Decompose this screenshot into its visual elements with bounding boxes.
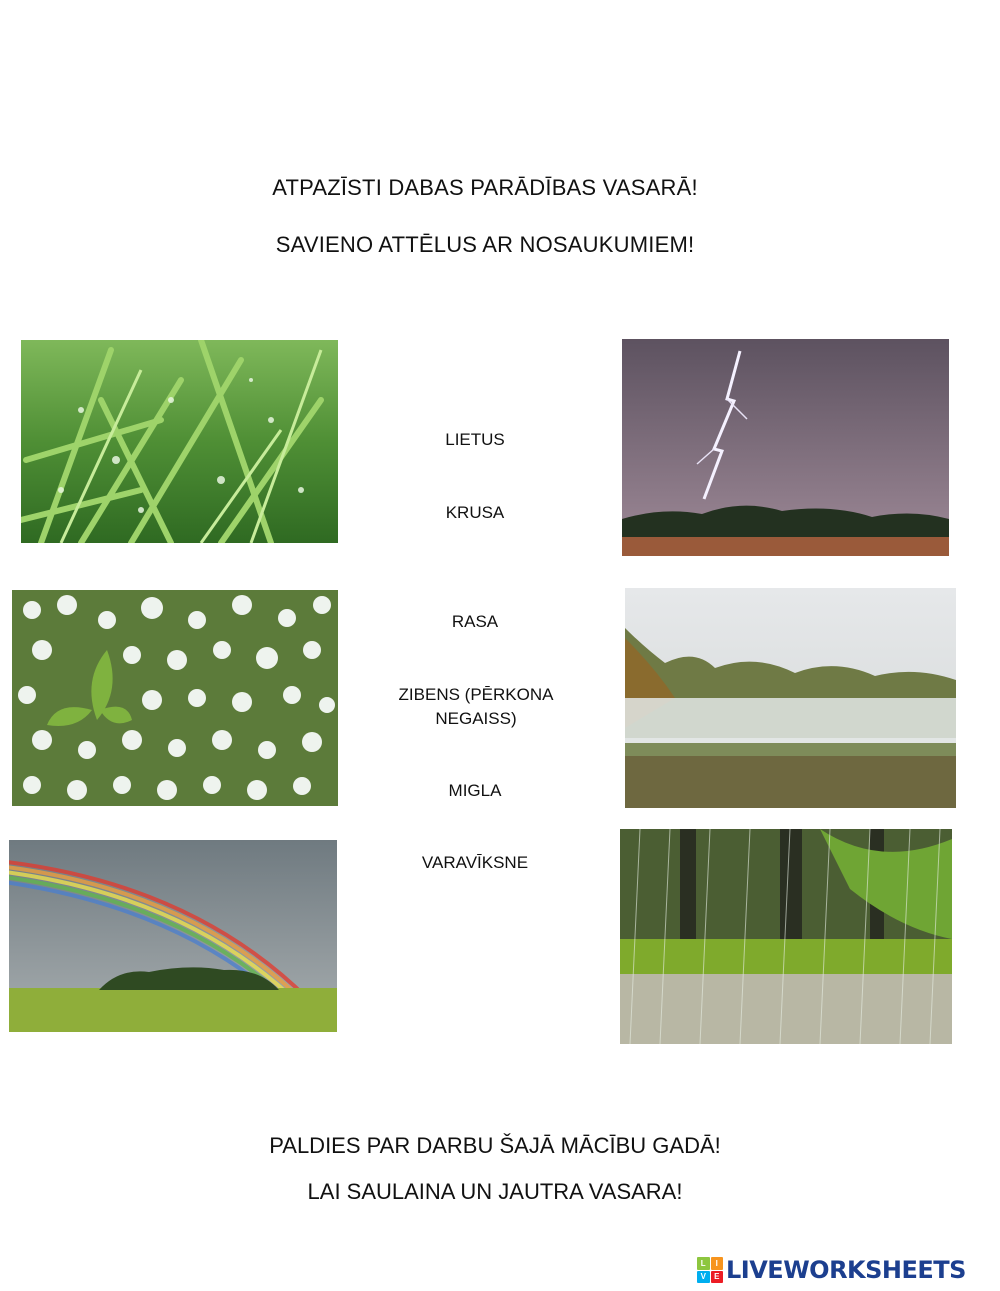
liveworksheets-logo bbox=[697, 1255, 966, 1285]
footer-wish: LAI SAULAINA UN JAUTRA VASARA! bbox=[307, 1179, 683, 1204]
logo-text: LIVEWORKSHEETS bbox=[726, 1256, 966, 1284]
lightning-storm-photo bbox=[622, 339, 949, 556]
word-varaviksne[interactable]: VARAVĪKSNE bbox=[421, 853, 529, 872]
rainbow-over-field-photo bbox=[9, 840, 337, 1032]
fog-over-field-photo bbox=[625, 588, 956, 808]
page-title: ATPAZĪSTI DABAS PARĀDĪBAS VASARĀ! bbox=[272, 175, 698, 200]
word-migla[interactable]: MIGLA bbox=[448, 781, 502, 800]
page-instruction: SAVIENO ATTĒLUS AR NOSAUKUMIEM! bbox=[275, 232, 695, 257]
word-lietus[interactable]: LIETUS bbox=[445, 430, 505, 449]
rain-in-park-photo bbox=[620, 829, 952, 1044]
logo-mark-i: I bbox=[711, 1257, 724, 1270]
word-rasa[interactable]: RASA bbox=[451, 612, 499, 631]
logo-mark-v: V bbox=[697, 1271, 710, 1284]
word-zibens[interactable]: ZIBENS (PĒRKONA NEGAISS) bbox=[398, 685, 554, 728]
logo-mark-icon bbox=[697, 1257, 723, 1283]
logo-mark-l: L bbox=[697, 1257, 710, 1270]
dew-on-grass-photo bbox=[21, 340, 338, 543]
word-krusa[interactable]: KRUSA bbox=[445, 503, 505, 522]
logo-mark-e: E bbox=[711, 1271, 724, 1284]
footer-thanks: PALDIES PAR DARBU ŠAJĀ MĀCĪBU GADĀ! bbox=[269, 1133, 721, 1158]
hail-on-grass-photo bbox=[12, 590, 338, 806]
